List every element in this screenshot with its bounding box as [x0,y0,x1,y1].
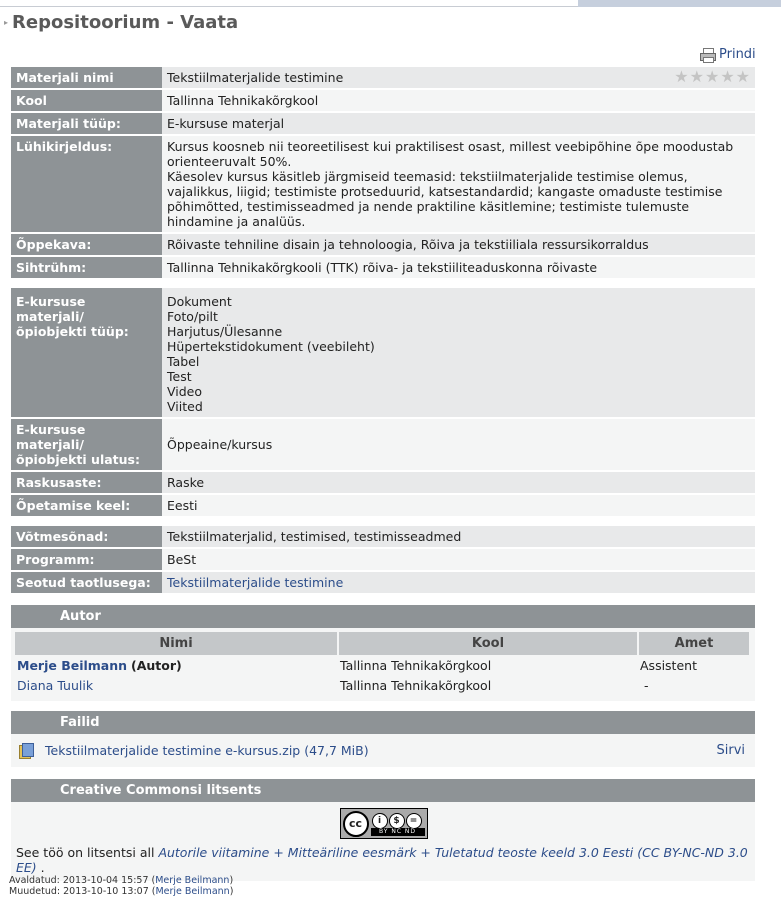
object-type-item: Tabel [167,354,200,369]
modified-by-link[interactable]: Merje Beilmann [155,886,230,897]
nd-icon: = [406,813,422,829]
object-type-item: Foto/pilt [167,309,218,324]
related-application-link[interactable]: Tekstiilmaterjalide testimine [167,575,344,590]
print-button[interactable] [700,47,756,62]
label-object-type: E-kursuse materjali/ õpiobjekti tüüp: [11,288,162,417]
published-date: 2013-10-04 15:57 [62,875,149,886]
description-line: Käesolev kursus käsitleb järgmiseid teemasid: tekstiilmaterjalide testimise olemus, vajalikkus, liigid; testimiste protseduurid, katsestandardid; kangaste omaduste testimise põhimõtted, testimisseadmed ja nende praktiline käsitlemine; testimiste tulemuste hindamine ja analüüs. [167,169,723,229]
table-row [15,675,750,695]
object-type-item: Harjutus/Ülesanne [167,324,283,339]
row-curriculum [11,234,755,255]
star-icon[interactable]: ★ [689,67,704,86]
publication-meta: Avaldatud: 2013-10-04 15:57 (Merje Beilmann) Muudetud: 2013-10-10 13:07 (Merje Beilmann) [9,875,234,897]
cc-badge-strip: BY NC ND [371,828,425,836]
author-col-school: Kool [338,632,638,655]
author-name-link[interactable]: Merje Beilmann [17,657,128,673]
rating-stars[interactable] [674,69,750,85]
row-related-application [11,572,755,593]
label-program: Programm: [11,549,162,570]
license-link[interactable]: Autorile viitamine + Mitteäriline eesmärk + Tuletatud teoste keeld 3.0 Eesti (CC BY-NC-ND 3.0 EE) [16,845,748,875]
row-object-scope [11,419,755,470]
spacer [11,518,755,524]
label-object-scope: E-kursuse materjali/ õpiobjekti ulatus: [11,419,162,470]
label-material-type: Materjali tüüp: [11,113,162,134]
top-divider [0,0,578,7]
properties-table [11,65,755,595]
star-icon[interactable]: ★ [704,67,720,86]
published-label: Avaldatud: [9,875,60,886]
browse-link[interactable]: Sirvi [716,743,745,758]
star-icon[interactable]: ★ [674,67,689,86]
row-difficulty [11,472,755,493]
spacer [11,280,755,286]
row-material-name [11,67,755,88]
object-type-item: Hüpertekstidokument (veebileht) [167,339,375,354]
print-label: Prindi [719,47,756,62]
value-difficulty: Raske [162,472,755,493]
row-object-type [11,288,755,417]
page-title [4,12,238,33]
object-type-item: Viited [167,399,203,414]
license-text [16,845,751,875]
value-target-group: Tallinna Tehnikakõrgkooli (TTK) rõiva- ja tekstiiliteaduskonna rõivaste [162,257,755,278]
label-target-group: Sihtrühm: [11,257,162,278]
value-program: BeSt [162,549,755,570]
author-col-position: Amet [638,632,750,655]
author-section-header: Autor [11,605,755,628]
object-type-item: Test [167,369,192,384]
page-title-text: Repositoorium - Vaata [12,12,239,33]
label-difficulty: Raskusaste: [11,472,162,493]
label-related-application: Seotud taotlusega: [11,572,162,593]
printer-icon [700,48,715,62]
files-section-header: Failid [11,711,755,734]
cc-license-badge[interactable] [340,808,428,839]
object-type-item: Dokument [167,294,232,309]
author-role-tag: (Autor) [131,657,182,673]
bullet-triangle-icon: ▸ [4,18,9,27]
label-keywords: Võtmesõnad: [11,526,162,547]
cc-icon: cc [343,811,369,837]
author-table [15,632,751,695]
author-position: - [644,677,649,693]
table-row [15,655,750,675]
value-material-type: E-kursuse materjal [162,113,755,134]
published-by-link[interactable]: Merje Beilmann [155,875,230,886]
row-material-type [11,113,755,134]
value-object-scope: Õppeaine/kursus [162,419,755,470]
value-keywords: Tekstiilmaterjalid, testimised, testimisseadmed [162,526,755,547]
value-material-name: Tekstiilmaterjalide testimine [167,70,344,85]
material-details [11,67,755,881]
license-section [11,802,755,881]
author-school: Tallinna Tehnikakõrgkool [340,657,492,673]
author-position: Assistent [640,657,697,673]
label-school: Kool [11,90,162,111]
row-target-group [11,257,755,278]
license-section-header: Creative Commonsi litsents [11,779,755,802]
object-type-item: Video [167,384,203,399]
author-school: Tallinna Tehnikakõrgkool [340,677,492,693]
by-icon: i [372,813,388,829]
files-section [11,734,755,767]
author-section [11,628,755,701]
file-download-link[interactable]: Tekstiilmaterjalide testimine e-kursus.zip (47,7 MiB) [45,743,369,758]
row-program [11,549,755,570]
license-text-prefix: See töö on litsentsi all [16,845,155,860]
row-school [11,90,755,111]
modified-label: Muudetud: [9,886,61,897]
row-description [11,136,755,232]
value-language: Eesti [162,495,755,516]
license-text-suffix: . [40,860,45,875]
row-language [11,495,755,516]
value-curriculum: Rõivaste tehniline disain ja tehnoloogia, Rõiva ja tekstiiliala ressursikorraldus [162,234,755,255]
label-material-name: Materjali nimi [11,67,162,88]
author-name-link[interactable]: Diana Tuulik [17,677,94,693]
label-description: Lühikirjeldus: [11,136,162,232]
label-language: Õpetamise keel: [11,495,162,516]
author-col-name: Nimi [15,632,338,655]
row-keywords [11,526,755,547]
zip-file-icon [19,743,33,758]
nc-icon: $ [389,813,405,829]
star-icon[interactable]: ★ [735,67,750,86]
description-line: Kursus koosneb nii teoreetilisest kui praktilisest osast, millest veebipõhine õpe moodustab orienteeruvalt 50%. [167,139,734,169]
value-school: Tallinna Tehnikakõrgkool [162,90,755,111]
label-curriculum: Õppekava: [11,234,162,255]
star-icon[interactable]: ★ [720,67,735,86]
top-accent-bar [578,0,781,7]
modified-date: 2013-10-10 13:07 [63,886,149,897]
